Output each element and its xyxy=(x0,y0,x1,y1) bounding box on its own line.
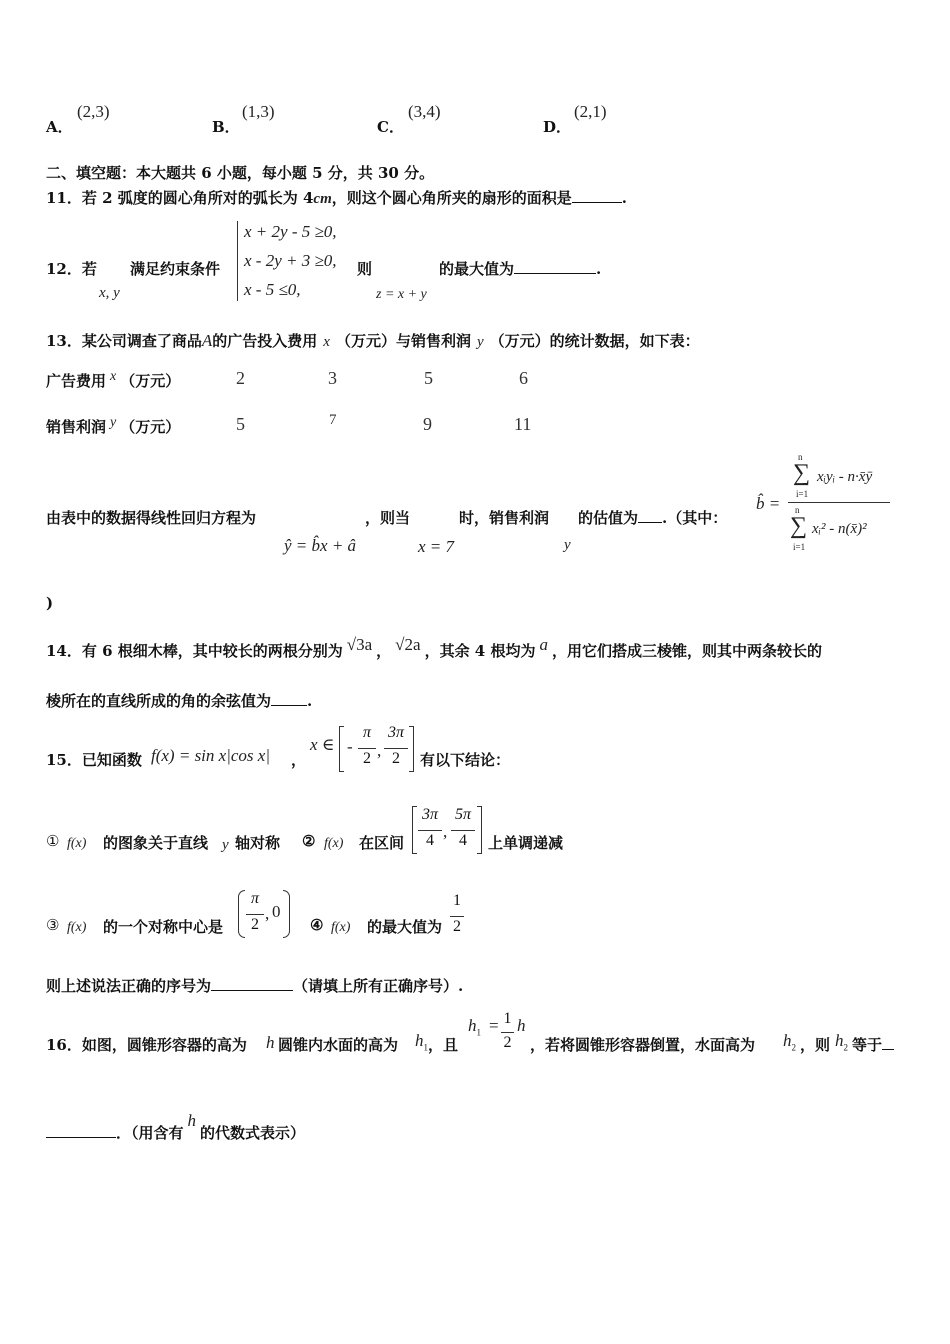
option-d-label: D． xyxy=(543,118,572,136)
center-x-den: 2 xyxy=(251,916,259,933)
statement-3-text: 的一个对称中心是 xyxy=(103,918,224,936)
question-14-line1: 14．有 6 根细木棒，其中较长的两根分别为 √3a ， √2a ，其余 4 根均为 a ，用它们搭成三棱锥，则其中两条较长的 xyxy=(46,635,822,660)
domain-right-bracket xyxy=(409,726,414,772)
table-cell: 2 xyxy=(236,368,245,388)
q12-constraint-1: x + 2y - 5 ≥0, xyxy=(244,222,337,241)
statement-4-text: 的最大值为 xyxy=(367,918,443,936)
table-cell: 7 xyxy=(329,412,337,428)
question-16-b: 圆锥内水面的高为 xyxy=(278,1036,399,1054)
domain-comma: , xyxy=(377,741,382,760)
center-y: 0 xyxy=(272,902,281,921)
interval-left-bracket xyxy=(412,806,417,854)
statement-1-tail: 轴对称 xyxy=(235,834,281,852)
question-15-intro: 15．已知函数 xyxy=(46,751,142,769)
q13-regression-d: 的估值为 .（其中： xyxy=(578,509,728,527)
question-13-intro: 13．某公司调查了商品A的广告投入费用 x （万元）与销售利润 y （万元）的统计数据，如下表： xyxy=(46,331,700,350)
question-16-d: ，若将圆锥形容器倒置，水面高为 xyxy=(530,1036,756,1054)
statement-1-fx: f(x) xyxy=(67,836,87,851)
center-left-paren xyxy=(238,890,245,938)
option-b-value: (1,3) xyxy=(242,102,275,121)
question-12-number: 12．若 xyxy=(46,260,97,278)
q16-frac-line xyxy=(501,1032,514,1033)
sum-symbol-top: ∑ xyxy=(793,460,811,486)
center-x-line xyxy=(246,914,264,915)
q13-regression-equation: ŷ = b̂x + â xyxy=(284,536,357,555)
center-comma: , xyxy=(265,904,270,923)
statement-2-text: 在区间 xyxy=(359,834,405,852)
q13-y-var: y xyxy=(564,537,571,553)
center-x-num: π xyxy=(250,890,259,907)
domain-lower-line xyxy=(358,748,376,749)
table-cell: 6 xyxy=(519,368,528,388)
question-16-a: 16．如图，圆锥形容器的高为 xyxy=(46,1036,247,1054)
question-16-line2: ．（用含有h的代数式表示） xyxy=(46,1122,305,1143)
q12-condition-label: 满足约束条件 xyxy=(130,260,221,278)
interval-upper-den: 4 xyxy=(459,832,467,849)
q16-eq-h: h xyxy=(517,1016,526,1035)
question-14-line2: 棱所在的直线所成的角的余弦值为 . xyxy=(46,692,313,710)
domain-lower-num: π xyxy=(362,724,371,741)
sum-top-index: i=1 xyxy=(796,489,809,499)
q12-tail: 的最大值为 . xyxy=(439,260,602,278)
sum-bottom-n: n xyxy=(795,505,800,515)
table-cell: 11 xyxy=(514,414,532,434)
center-right-paren xyxy=(283,890,290,938)
table-row-profit-label: 销售利润 y （万元） xyxy=(46,415,181,436)
domain-lower-den: 2 xyxy=(363,750,371,767)
q13-close-paren: ) xyxy=(46,594,54,612)
interval-lower-line xyxy=(418,830,442,831)
formula-fraction-line xyxy=(788,502,890,503)
interval-lower-den: 4 xyxy=(426,832,434,849)
statement-2-fx: f(x) xyxy=(324,836,344,851)
sum-symbol-bottom: ∑ xyxy=(790,513,808,539)
q15-final: 则上述说法正确的序号为 （请填上所有正确序号）. xyxy=(46,977,464,995)
statement-2-tail: 上单调递减 xyxy=(488,834,564,852)
table-cell: 5 xyxy=(424,368,433,388)
option-a-value: (2,3) xyxy=(77,102,110,121)
table-cell: 3 xyxy=(328,368,337,388)
section-title: 二、填空题：本大题共 6 小题，每小题 5 分，共 30 分。 xyxy=(46,164,435,182)
option-d-value: (2,1) xyxy=(574,102,607,121)
table-row-ad-label: 广告费用 x （万元） xyxy=(46,369,181,390)
domain-left-bracket xyxy=(339,726,344,772)
domain-upper-num: 3π xyxy=(387,724,404,741)
q15-comma: ， xyxy=(291,751,307,769)
q16-frac-den: 2 xyxy=(503,1034,512,1051)
q16-h1: $h_1$ xyxy=(415,1031,428,1053)
question-16-c: ，且 xyxy=(428,1036,459,1054)
formula-denominator: xᵢ² - n(x̄)² xyxy=(812,521,867,537)
q13-regression-a: 由表中的数据得线性回归方程为 xyxy=(46,509,257,527)
statement-1-text: 的图象关于直线 xyxy=(103,834,209,852)
interval-lower-num: 3π xyxy=(421,806,438,823)
q16-h2: $h_2$ xyxy=(783,1031,796,1053)
option-c-value: (3,4) xyxy=(408,102,441,121)
max-num: 1 xyxy=(453,892,461,909)
q13-regression-b: ，则当 xyxy=(365,509,411,527)
question-16-f: 等于 xyxy=(852,1034,894,1055)
sum-top-n: n xyxy=(798,452,803,462)
option-a-label: A． xyxy=(46,118,73,136)
q13-x-value: x = 7 xyxy=(418,537,455,556)
domain-upper-den: 2 xyxy=(392,750,400,767)
table-cell: 5 xyxy=(236,414,245,434)
statement-3-fx: f(x) xyxy=(67,920,87,935)
q12-constraint-2: x - 2y + 3 ≥0, xyxy=(244,251,337,270)
domain-minus: - xyxy=(347,737,353,756)
formula-numerator: xᵢyᵢ - n·x̄ȳ xyxy=(817,469,873,485)
interval-comma: , xyxy=(443,822,448,841)
statement-3-marker: ③ xyxy=(46,916,60,934)
q16-h2-again: $h_2$ xyxy=(835,1031,848,1053)
statement-4-marker: ④ xyxy=(310,916,324,934)
q12-then: 则 xyxy=(357,260,373,278)
domain-upper-line xyxy=(384,748,408,749)
q12-objective: z = x + y xyxy=(376,287,427,302)
statement-2-marker: ② xyxy=(302,832,316,850)
q13-regression-c: 时，销售利润 xyxy=(459,509,550,527)
interval-upper-num: 5π xyxy=(454,806,471,823)
sum-bottom-index: i=1 xyxy=(793,542,806,552)
q15-function: f(x) = sin x|cos x| xyxy=(151,746,270,765)
option-c-label: C． xyxy=(377,118,404,136)
q15-intro-tail: 有以下结论： xyxy=(420,751,511,769)
q16-frac-num: 1 xyxy=(503,1010,512,1027)
q12-constraint-3: x - 5 ≤0, xyxy=(244,280,301,299)
q15-domain-x: x ∈ xyxy=(310,735,335,754)
q12-vars: x, y xyxy=(99,285,120,301)
q16-h: h xyxy=(266,1033,275,1052)
option-b-label: B． xyxy=(212,118,240,136)
q16-eq-h1: $h_1$ xyxy=(468,1016,481,1038)
max-den: 2 xyxy=(453,918,461,935)
q16-eq-sign: = xyxy=(489,1016,499,1035)
question-11: 11．若 2 弧度的圆心角所对的弧长为 4cm，则这个圆心角所夹的扇形的面积是 . xyxy=(46,189,627,207)
formula-b-hat: b̂ = xyxy=(756,494,781,513)
statement-1-marker: ① xyxy=(46,832,60,850)
interval-upper-line xyxy=(451,830,475,831)
max-line xyxy=(450,916,464,917)
q12-system-brace xyxy=(237,221,238,301)
interval-right-bracket xyxy=(477,806,482,854)
question-16-e: ，则 xyxy=(800,1036,831,1054)
statement-1-y: y xyxy=(222,837,229,853)
statement-4-fx: f(x) xyxy=(331,920,351,935)
table-cell: 9 xyxy=(423,414,432,434)
